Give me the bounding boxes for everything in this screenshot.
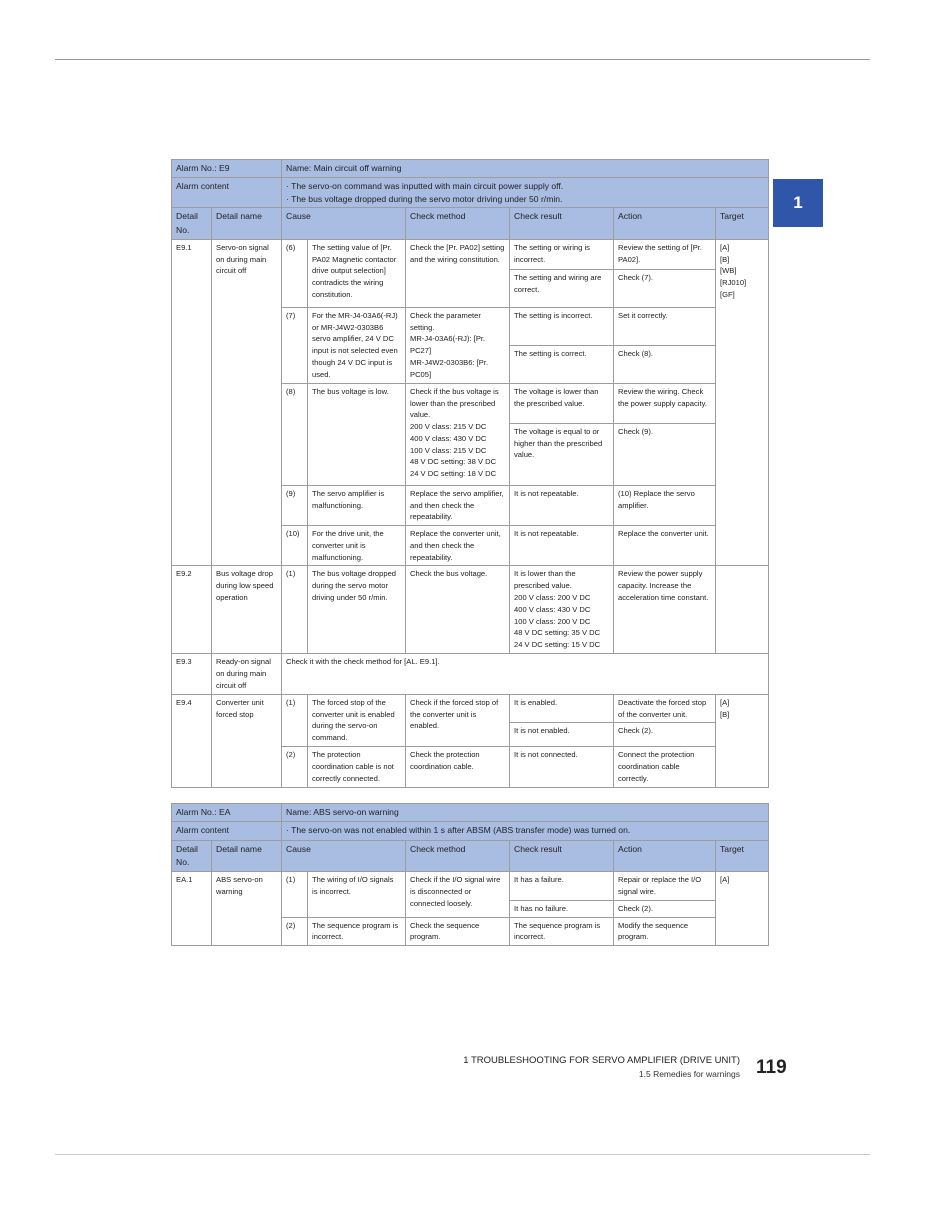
action: Modify the sequence program. bbox=[614, 917, 716, 946]
check-result: The setting or wiring is incorrect. bbox=[510, 239, 614, 269]
check-result: It is not repeatable. bbox=[510, 485, 614, 525]
col-detail-no: Detail No. bbox=[172, 840, 212, 872]
cause-text: For the drive unit, the converter unit is malfunctioning. bbox=[308, 526, 406, 566]
check-result: It is not repeatable. bbox=[510, 526, 614, 566]
check-result: The setting and wiring are correct. bbox=[510, 269, 614, 307]
reference-text: Check it with the check method for [AL. E9.1]. bbox=[282, 654, 769, 694]
check-method: Replace the converter unit, and then check the repeatability. bbox=[406, 526, 510, 566]
col-target: Target bbox=[716, 208, 769, 240]
alarm-no: Alarm No.: E9 bbox=[172, 160, 282, 178]
detail-no: E9.1 bbox=[172, 239, 212, 566]
target: [A] bbox=[716, 872, 769, 946]
footer-section-title: 1 TROUBLESHOOTING FOR SERVO AMPLIFIER (DRIVE UNIT) bbox=[463, 1055, 740, 1066]
check-method: Check if the I/O signal wire is disconnected or connected loosely. bbox=[406, 872, 510, 917]
check-result: The voltage is lower than the prescribed value. bbox=[510, 383, 614, 423]
col-action: Action bbox=[614, 840, 716, 872]
action: Check (7). bbox=[614, 269, 716, 307]
check-method: Replace the servo amplifier, and then check the repeatability. bbox=[406, 485, 510, 525]
check-result: The voltage is equal to or higher than the prescribed value. bbox=[510, 423, 614, 485]
col-detail-no: Detail No. bbox=[172, 208, 212, 240]
alarm-content-line: · The bus voltage dropped during the servo motor driving under 50 r/min. bbox=[286, 193, 563, 204]
bottom-rule bbox=[55, 1154, 870, 1155]
cause-text: The bus voltage dropped during the servo motor driving under 50 r/min. bbox=[308, 566, 406, 654]
alarm-name: Name: Main circuit off warning bbox=[282, 160, 769, 178]
col-target: Target bbox=[716, 840, 769, 872]
cause-text: The sequence program is incorrect. bbox=[308, 917, 406, 946]
check-method: Check the bus voltage. bbox=[406, 566, 510, 654]
detail-name: Servo-on signal on during main circuit off bbox=[212, 239, 282, 566]
alarm-no: Alarm No.: EA bbox=[172, 804, 282, 822]
check-method: Check the protection coordination cable. bbox=[406, 747, 510, 787]
action: Connect the protection coordination cable correctly. bbox=[614, 747, 716, 787]
col-check-result: Check result bbox=[510, 840, 614, 872]
alarm-content-label: Alarm content bbox=[172, 822, 282, 840]
action: Review the setting of [Pr. PA02]. bbox=[614, 239, 716, 269]
cause-text: The wiring of I/O signals is incorrect. bbox=[308, 872, 406, 917]
chapter-tab: 1 bbox=[773, 179, 823, 227]
check-result: It is lower than the prescribed value. 200 V class: 200 V DC 400 V class: 430 V DC 100 V class: 200 V DC 48 V DC setting: 35 V DC 24 V DC setting: 15 V DC bbox=[510, 566, 614, 654]
check-result: It has a failure. bbox=[510, 872, 614, 901]
col-detail-name: Detail name bbox=[212, 840, 282, 872]
page-number: 119 bbox=[756, 1057, 787, 1078]
cause-text: For the MR-J4-03A6(-RJ) or MR-J4W2-0303B6 servo amplifier, 24 V DC input is not selected even though 24 V DC input is used. bbox=[308, 307, 406, 383]
target: [A] [B] bbox=[716, 694, 769, 787]
col-check-result: Check result bbox=[510, 208, 614, 240]
cause-number: (10) bbox=[282, 526, 308, 566]
action: Check (8). bbox=[614, 345, 716, 383]
action: Check (9). bbox=[614, 423, 716, 485]
detail-name: Ready-on signal on during main circuit off bbox=[212, 654, 282, 694]
check-result: It is not enabled. bbox=[510, 723, 614, 747]
alarm-content bbox=[282, 178, 769, 208]
cause-text: The protection coordination cable is not correctly connected. bbox=[308, 747, 406, 787]
detail-no: E9.3 bbox=[172, 654, 212, 694]
cause-number: (1) bbox=[282, 872, 308, 917]
cause-number: (1) bbox=[282, 566, 308, 654]
top-rule bbox=[55, 59, 870, 60]
action: Review the wiring. Check the power supply capacity. bbox=[614, 383, 716, 423]
cause-text: The setting value of [Pr. PA02 Magnetic contactor drive output selection] contradicts the wiring constitution. bbox=[308, 239, 406, 307]
check-method: Check the sequence program. bbox=[406, 917, 510, 946]
cause-number: (2) bbox=[282, 917, 308, 946]
col-check-method: Check method bbox=[406, 840, 510, 872]
action: Set it correctly. bbox=[614, 307, 716, 345]
cause-number: (1) bbox=[282, 694, 308, 747]
alarm-content-line: · The servo-on was not enabled within 1 s after ABSM (ABS transfer mode) was turned on. bbox=[286, 825, 631, 836]
check-result: It has no failure. bbox=[510, 900, 614, 917]
cause-number: (2) bbox=[282, 747, 308, 787]
check-result: It is enabled. bbox=[510, 694, 614, 723]
detail-name: Converter unit forced stop bbox=[212, 694, 282, 787]
col-cause: Cause bbox=[282, 208, 406, 240]
cause-number: (9) bbox=[282, 485, 308, 525]
cause-number: (7) bbox=[282, 307, 308, 383]
action: Check (2). bbox=[614, 723, 716, 747]
detail-no: E9.2 bbox=[172, 566, 212, 654]
target: [A] [B] [WB] [RJ010] [GF] bbox=[716, 239, 769, 566]
alarm-content-label: Alarm content bbox=[172, 178, 282, 208]
action: Deactivate the forced stop of the converter unit. bbox=[614, 694, 716, 723]
check-method: Check if the forced stop of the converter unit is enabled. bbox=[406, 694, 510, 747]
check-method: Check if the bus voltage is lower than the prescribed value. 200 V class: 215 V DC 400 V class: 430 V DC 100 V class: 215 V DC 48 V DC setting: 38 V DC 24 V DC setting: 18 V DC bbox=[406, 383, 510, 485]
check-result: The sequence program is incorrect. bbox=[510, 917, 614, 946]
col-action: Action bbox=[614, 208, 716, 240]
action: (10) Replace the servo amplifier. bbox=[614, 485, 716, 525]
alarm-name: Name: ABS servo-on warning bbox=[282, 804, 769, 822]
cause-number: (6) bbox=[282, 239, 308, 307]
detail-name: Bus voltage drop during low speed operation bbox=[212, 566, 282, 654]
col-detail-name: Detail name bbox=[212, 208, 282, 240]
target-empty bbox=[716, 566, 769, 654]
detail-name: ABS servo-on warning bbox=[212, 872, 282, 946]
cause-number: (8) bbox=[282, 383, 308, 485]
alarm-table-ea bbox=[171, 803, 769, 946]
col-cause: Cause bbox=[282, 840, 406, 872]
action: Repair or replace the I/O signal wire. bbox=[614, 872, 716, 901]
col-check-method: Check method bbox=[406, 208, 510, 240]
alarm-content bbox=[282, 822, 769, 840]
alarm-table-e9 bbox=[171, 159, 769, 788]
action: Replace the converter unit. bbox=[614, 526, 716, 566]
check-result: The setting is correct. bbox=[510, 345, 614, 383]
detail-no: EA.1 bbox=[172, 872, 212, 946]
check-method: Check the parameter setting. MR-J4-03A6(-RJ): [Pr. PC27] MR-J4W2-0303B6: [Pr. PC05] bbox=[406, 307, 510, 383]
footer-section-subtitle: 1.5 Remedies for warnings bbox=[638, 1069, 740, 1079]
check-result: The setting is incorrect. bbox=[510, 307, 614, 345]
action: Review the power supply capacity. Increase the acceleration time constant. bbox=[614, 566, 716, 654]
check-method: Check the [Pr. PA02] setting and the wiring constitution. bbox=[406, 239, 510, 307]
cause-text: The forced stop of the converter unit is enabled during the servo-on command. bbox=[308, 694, 406, 747]
alarm-content-line: · The servo-on command was inputted with main circuit power supply off. bbox=[286, 181, 564, 192]
cause-text: The bus voltage is low. bbox=[308, 383, 406, 485]
action: Check (2). bbox=[614, 900, 716, 917]
detail-no: E9.4 bbox=[172, 694, 212, 787]
check-result: It is not connected. bbox=[510, 747, 614, 787]
cause-text: The servo amplifier is malfunctioning. bbox=[308, 485, 406, 525]
